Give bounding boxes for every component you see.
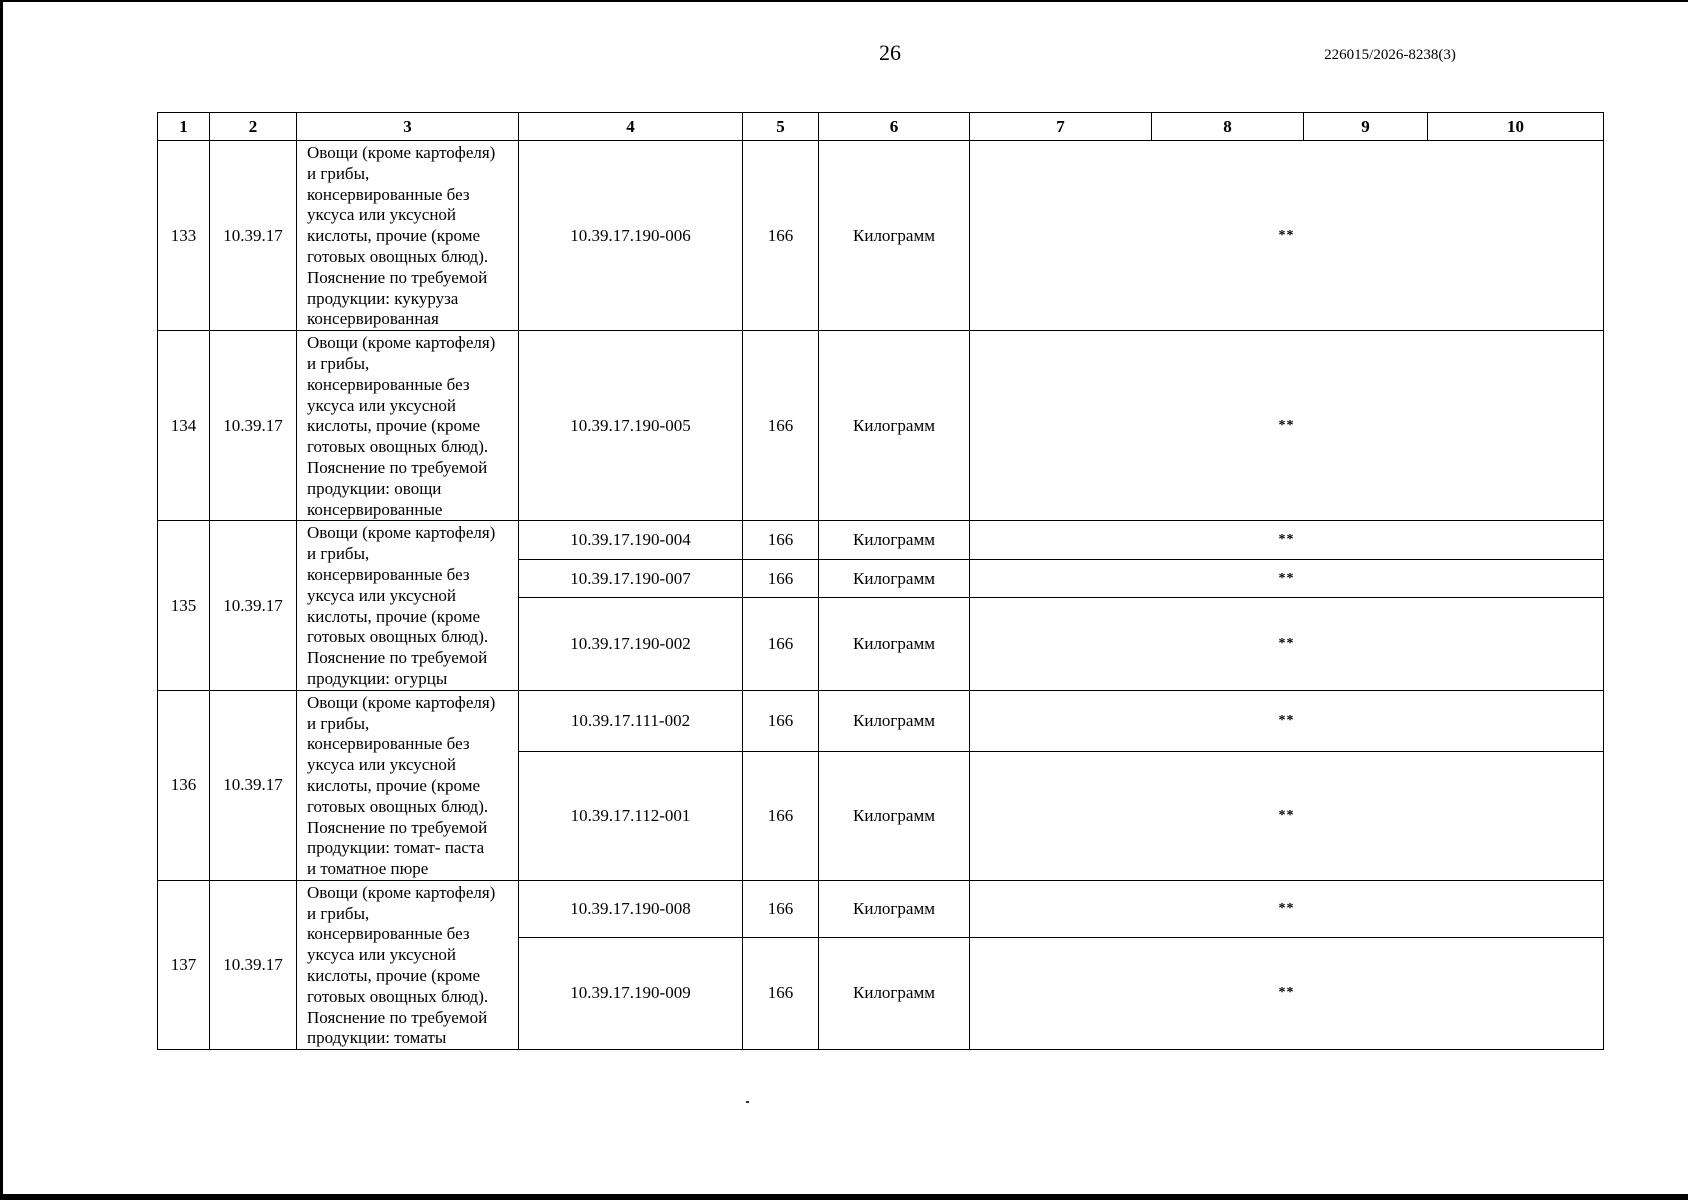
column-header: 1 (158, 113, 210, 141)
ktru-code: 10.39.17.190-008 (519, 880, 743, 937)
item-description: Овощи (кроме картофеля) и грибы, консервированные без уксуса или уксусной кислоты, прочие (кроме готовых овощных блюд). Пояснение по требуемой продукции: огурцы (297, 521, 519, 690)
merged-values-cell: ** (970, 598, 1604, 690)
column-header: 3 (297, 113, 519, 141)
unit-code: 166 (743, 598, 819, 690)
scan-border-bottom (0, 1194, 1688, 1200)
row-number: 136 (158, 690, 210, 880)
column-header: 7 (970, 113, 1152, 141)
column-header: 9 (1304, 113, 1428, 141)
column-header: 6 (819, 113, 970, 141)
column-header: 4 (519, 113, 743, 141)
unit-name: Килограмм (819, 521, 970, 560)
table-row (158, 690, 1604, 751)
okpd-code: 10.39.17 (210, 331, 297, 521)
row-number: 134 (158, 331, 210, 521)
ktru-code: 10.39.17.190-004 (519, 521, 743, 560)
merged-values-cell: ** (970, 880, 1604, 937)
merged-values-cell: ** (970, 751, 1604, 880)
item-description: Овощи (кроме картофеля) и грибы, консервированные без уксуса или уксусной кислоты, прочие (кроме готовых овощных блюд). Пояснение по требуемой продукции: овощи консервированные (297, 331, 519, 521)
table-row (158, 521, 1604, 560)
okpd-code: 10.39.17 (210, 521, 297, 690)
ktru-code: 10.39.17.190-005 (519, 331, 743, 521)
unit-code: 166 (743, 559, 819, 598)
merged-values-cell: ** (970, 690, 1604, 751)
unit-code: 166 (743, 690, 819, 751)
table-row (158, 331, 1604, 521)
unit-code: 166 (743, 141, 819, 331)
unit-code: 166 (743, 880, 819, 937)
okpd-code: 10.39.17 (210, 690, 297, 880)
ktru-code: 10.39.17.190-006 (519, 141, 743, 331)
ktru-code: 10.39.17.112-001 (519, 751, 743, 880)
unit-name: Килограмм (819, 141, 970, 331)
table-row (158, 141, 1604, 331)
ktru-code: 10.39.17.111-002 (519, 690, 743, 751)
row-number: 133 (158, 141, 210, 331)
okpd-code: 10.39.17 (210, 141, 297, 331)
scan-border-top (0, 0, 1688, 2)
unit-name: Килограмм (819, 690, 970, 751)
scan-speck (746, 1101, 749, 1103)
column-header: 5 (743, 113, 819, 141)
table-row (158, 880, 1604, 937)
okpd-code: 10.39.17 (210, 880, 297, 1049)
procurement-table (157, 112, 1604, 1050)
document-code: 226015/2026-8238(3) (1324, 47, 1456, 63)
unit-name: Килограмм (819, 559, 970, 598)
merged-values-cell: ** (970, 559, 1604, 598)
unit-code: 166 (743, 521, 819, 560)
table-header-row (158, 113, 1604, 141)
column-header: 2 (210, 113, 297, 141)
ktru-code: 10.39.17.190-009 (519, 937, 743, 1050)
page-number: 26 (879, 40, 901, 65)
unit-code: 166 (743, 937, 819, 1050)
item-description: Овощи (кроме картофеля) и грибы, консервированные без уксуса или уксусной кислоты, прочие (кроме готовых овощных блюд). Пояснение по требуемой продукции: кукуруза консервированная (297, 141, 519, 331)
unit-code: 166 (743, 331, 819, 521)
merged-values-cell: ** (970, 141, 1604, 331)
column-header: 8 (1152, 113, 1304, 141)
column-header: 10 (1428, 113, 1604, 141)
ktru-code: 10.39.17.190-007 (519, 559, 743, 598)
merged-values-cell: ** (970, 331, 1604, 521)
item-description: Овощи (кроме картофеля) и грибы, консервированные без уксуса или уксусной кислоты, прочие (кроме готовых овощных блюд). Пояснение по требуемой продукции: томаты (297, 880, 519, 1049)
item-description: Овощи (кроме картофеля) и грибы, консервированные без уксуса или уксусной кислоты, прочие (кроме готовых овощных блюд). Пояснение по требуемой продукции: томат- паста и томатное пюре (297, 690, 519, 880)
row-number: 135 (158, 521, 210, 690)
unit-code: 166 (743, 751, 819, 880)
unit-name: Килограмм (819, 598, 970, 690)
unit-name: Килограмм (819, 751, 970, 880)
merged-values-cell: ** (970, 521, 1604, 560)
scan-border-left (0, 0, 3, 1200)
ktru-code: 10.39.17.190-002 (519, 598, 743, 690)
unit-name: Килограмм (819, 331, 970, 521)
merged-values-cell: ** (970, 937, 1604, 1050)
unit-name: Килограмм (819, 937, 970, 1050)
unit-name: Килограмм (819, 880, 970, 937)
row-number: 137 (158, 880, 210, 1049)
